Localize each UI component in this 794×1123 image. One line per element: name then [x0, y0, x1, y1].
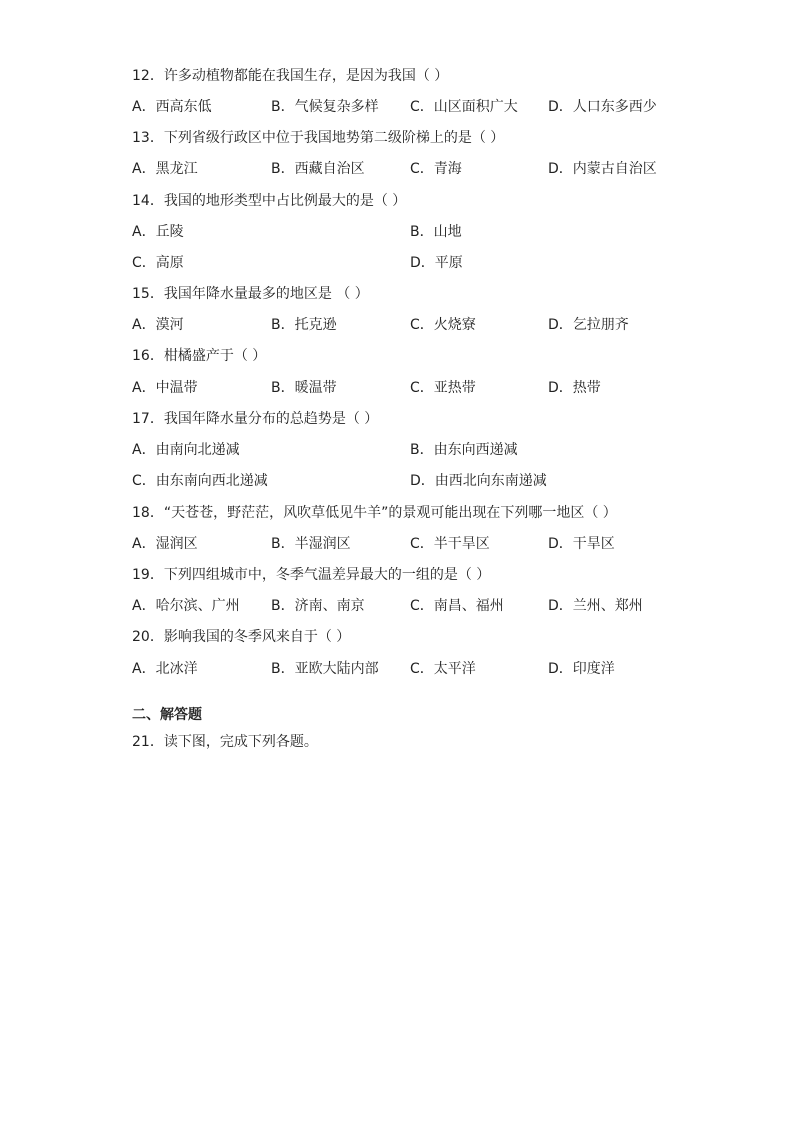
- question-18-option-a: A．湿润区: [132, 536, 198, 552]
- question-14-option-a: A．丘陵: [132, 224, 184, 240]
- question-15-option-b: B．托克逊: [271, 317, 337, 333]
- question-12-stem: 12．许多动植物都能在我国生存，是因为我国（ ）: [132, 68, 449, 84]
- question-18-option-b: B．半湿润区: [271, 536, 351, 552]
- question-18-option-d: D．干旱区: [548, 536, 615, 552]
- question-19-option-a: A．哈尔滨、广州: [132, 598, 240, 614]
- question-20-option-c: C．太平洋: [410, 661, 476, 677]
- question-12-option-a: A．西高东低: [132, 99, 212, 115]
- question-20-option-d: D．印度洋: [548, 661, 615, 677]
- question-20-options: [132, 660, 692, 678]
- question-13-option-d: D．内蒙古自治区: [548, 161, 657, 177]
- question-18-option-c: C．半干旱区: [410, 536, 490, 552]
- question-16-options: [132, 379, 692, 397]
- question-15-option-c: C．火烧寮: [410, 317, 476, 333]
- question-19-option-c: C．南昌、福州: [410, 598, 504, 614]
- question-20-option-a: A．北冰洋: [132, 661, 198, 677]
- question-19-option-b: B．济南、南京: [271, 598, 365, 614]
- question-16-option-a: A．中温带: [132, 380, 198, 396]
- question-15-stem: 15．我国年降水量最多的地区是 （ ）: [132, 286, 369, 302]
- question-16-stem: 16．柑橘盛产于（ ）: [132, 348, 267, 364]
- question-17-option-d: D．由西北向东南递减: [410, 473, 547, 489]
- question-18-stem: 18．“天苍苍，野茫茫，风吹草低见牛羊”的景观可能出现在下列哪一地区（ ）: [132, 505, 617, 521]
- question-14-option-d: D．平原: [410, 255, 463, 271]
- question-15-options: [132, 316, 692, 334]
- question-14-option-b: B．山地: [410, 224, 462, 240]
- question-14-option-c: C．高原: [132, 255, 184, 271]
- question-12-option-d: D．人口东多西少: [548, 99, 657, 115]
- question-20-stem: 20．影响我国的冬季风来自于（ ）: [132, 629, 351, 645]
- question-16-option-b: B．暖温带: [271, 380, 337, 396]
- question-14-stem: 14．我国的地形类型中占比例最大的是（ ）: [132, 193, 407, 209]
- question-15-option-d: D．乞拉朋齐: [548, 317, 629, 333]
- question-19-stem: 19．下列四组城市中，冬季气温差异最大的一组的是（ ）: [132, 567, 491, 583]
- question-17-options-row1: [132, 441, 692, 459]
- question-12-options: [132, 98, 692, 116]
- question-16-option-c: C．亚热带: [410, 380, 476, 396]
- question-17-option-b: B．由东向西递减: [410, 442, 518, 458]
- question-16-option-d: D．热带: [548, 380, 601, 396]
- question-21-stem: 21．读下图，完成下列各题。: [132, 734, 318, 750]
- question-13-stem: 13．下列省级行政区中位于我国地势第二级阶梯上的是（ ）: [132, 130, 505, 146]
- question-13-option-c: C．青海: [410, 161, 462, 177]
- question-14-options-row1: [132, 223, 692, 241]
- question-18-options: [132, 535, 692, 553]
- question-13-option-b: B．西藏自治区: [271, 161, 365, 177]
- question-17-option-c: C．由东南向西北递减: [132, 473, 268, 489]
- question-14-options-row2: [132, 254, 692, 272]
- question-19-option-d: D．兰州、郑州: [548, 598, 643, 614]
- question-19-options: [132, 597, 692, 615]
- question-17-option-a: A．由南向北递减: [132, 442, 240, 458]
- question-13-options: [132, 160, 692, 178]
- question-17-options-row2: [132, 472, 692, 490]
- question-17-stem: 17．我国年降水量分布的总趋势是（ ）: [132, 411, 379, 427]
- question-13-option-a: A．黑龙江: [132, 161, 198, 177]
- question-20-option-b: B．亚欧大陆内部: [271, 661, 379, 677]
- question-12-option-c: C．山区面积广大: [410, 99, 518, 115]
- question-12-option-b: B．气候复杂多样: [271, 99, 379, 115]
- section-2-heading: 二、解答题: [132, 707, 202, 723]
- question-15-option-a: A．漠河: [132, 317, 184, 333]
